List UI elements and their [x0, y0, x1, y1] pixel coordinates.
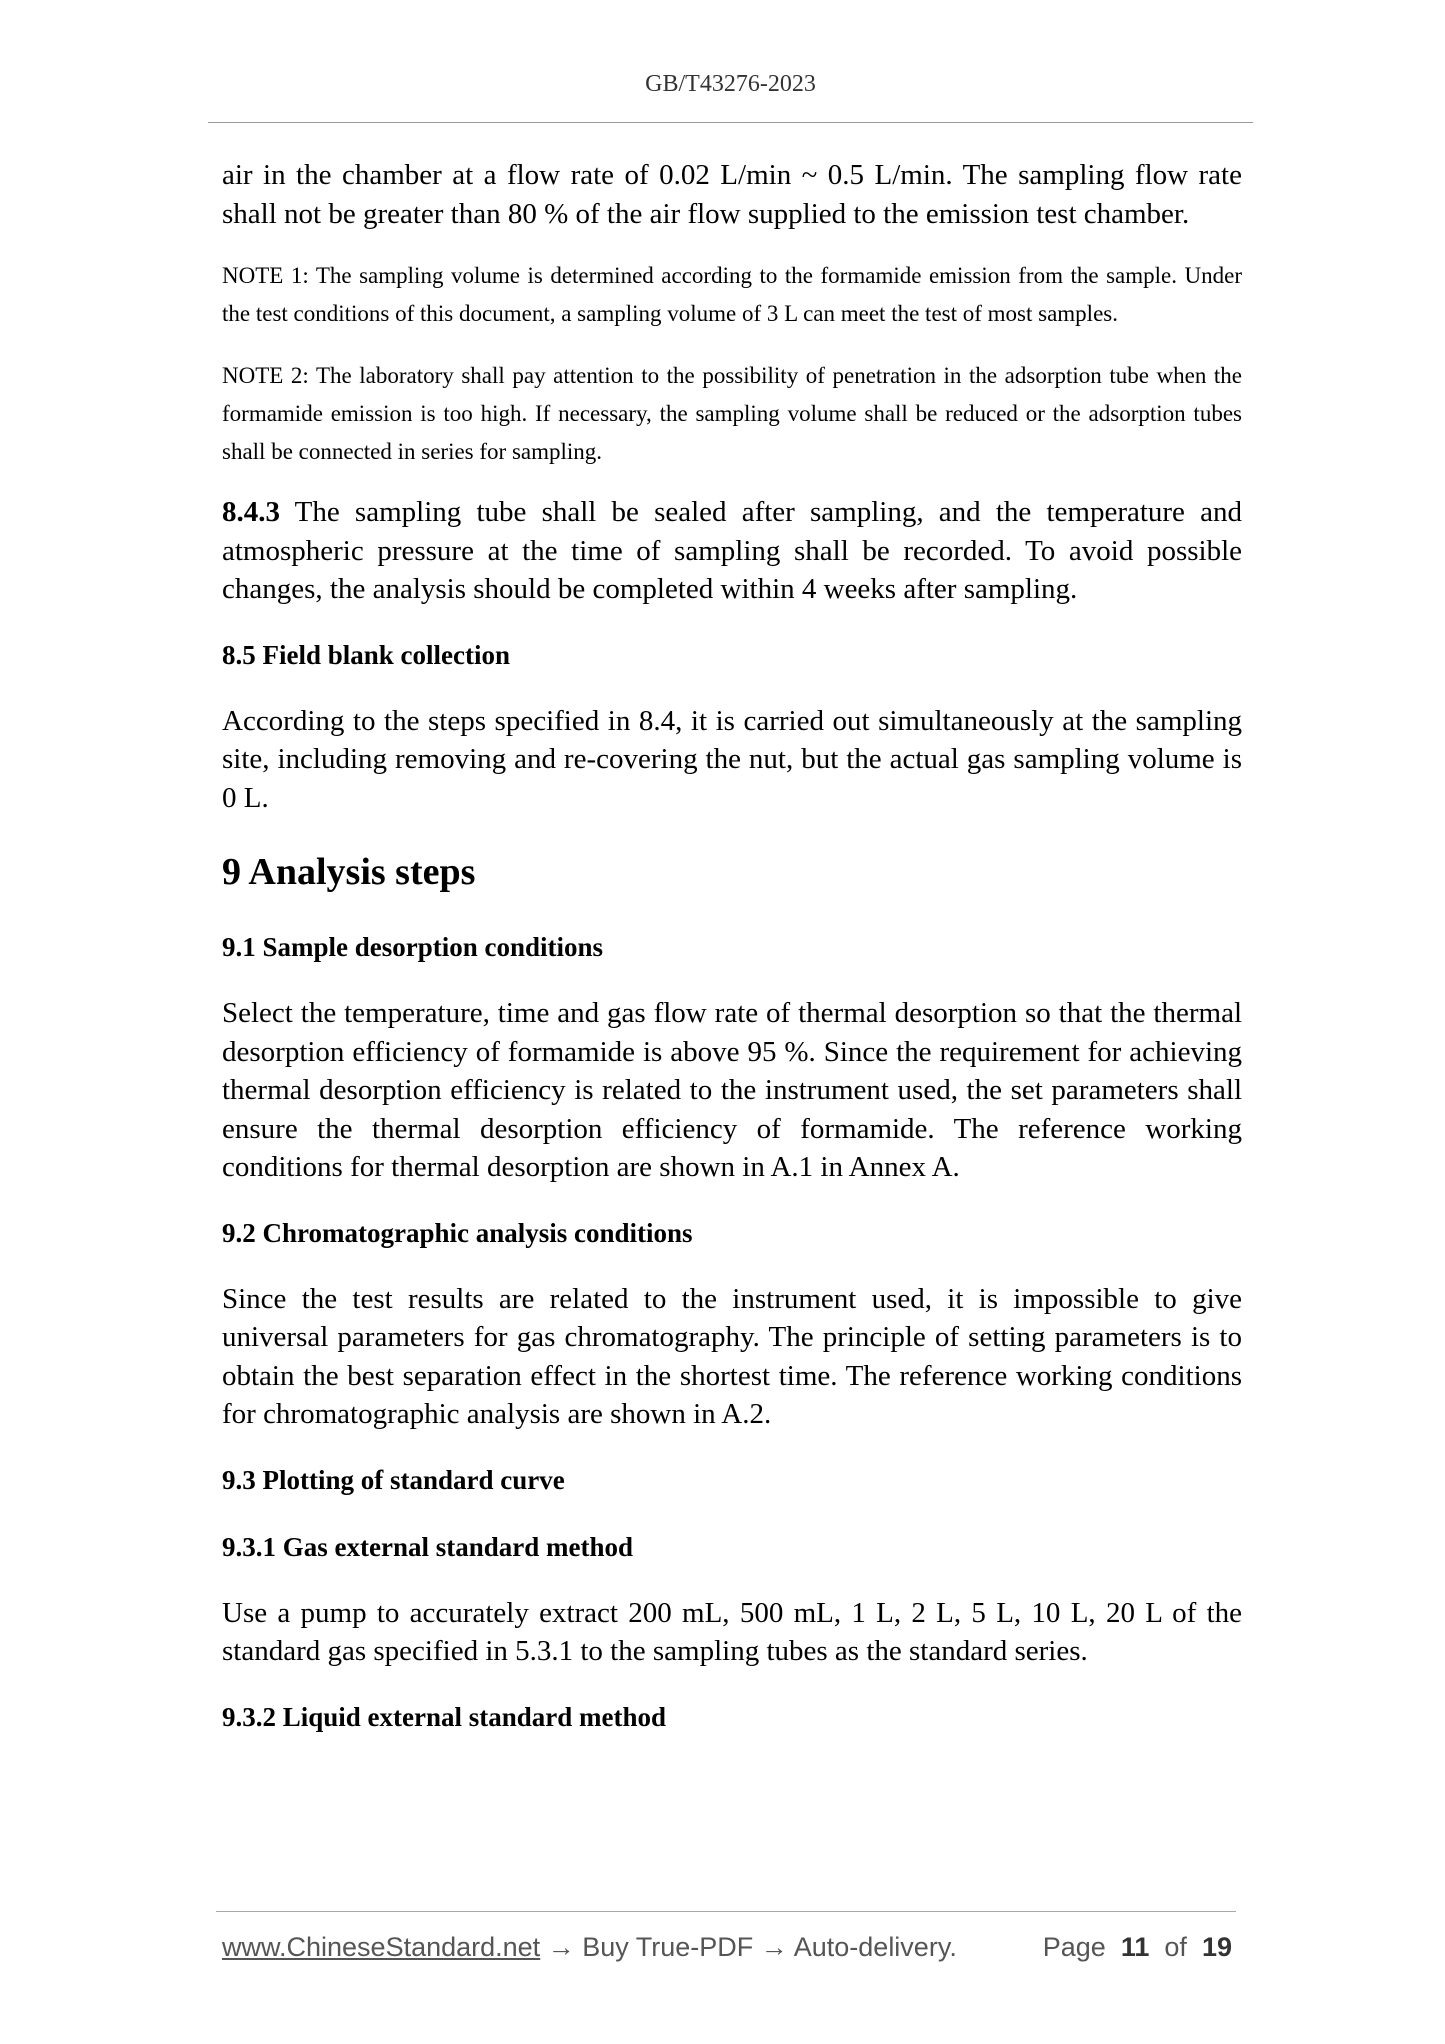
page-current: 11 — [1120, 1932, 1150, 1962]
clause-text: The sampling tube shall be sealed after sampling, and the temperature and atmospheric pressure at the time of sampling shall be recorded. To avoid possible changes, the analysis should be completed within 4 weeks after sampling. — [222, 496, 1242, 605]
page-content — [222, 156, 1242, 1736]
note-1: NOTE 1: The sampling volume is determined according to the formamide emission from the sample. Under the test conditions of this document, a sampling volume of 3 L can meet the test of most samples. — [222, 263, 1242, 326]
heading-9-3-2: 9.3.2 Liquid external standard method — [222, 1701, 667, 1732]
paragraph-9-1: Select the temperature, time and gas flow rate of thermal desorption so that the thermal desorption efficiency of formamide is above 95 %. Since the requirement for achieving thermal desorption efficiency is related to the instrument used, the set parameters shall ensure the thermal desorption efficiency of formamide. The reference working conditions for thermal desorption are shown in A.1 in Annex A. — [222, 997, 1242, 1183]
heading-9-3-1: 9.3.1 Gas external standard method — [222, 1531, 633, 1562]
page-total: 19 — [1201, 1932, 1232, 1962]
heading-9-1: 9.1 Sample desorption conditions — [222, 932, 604, 962]
paragraph-9-3-1: Use a pump to accurately extract 200 mL, 500 mL, 1 L, 2 L, 5 L, 10 L, 20 L of the standard gas specified in 5.3.1 to the sampling tubes as the standard series. — [222, 1596, 1242, 1667]
paragraph-continued: air in the chamber at a flow rate of 0.02 L/min ~ 0.5 L/min. The sampling flow rate shall not be greater than 80 % of the air flow supplied to the emission test chamber. — [222, 159, 1242, 230]
page-indicator — [1043, 1932, 1232, 1963]
note-2: NOTE 2: The laboratory shall pay attention to the possibility of penetration in the adsorption tube when the formamide emission is too high. If necessary, the sampling volume shall be reduced or the adsorption tubes shall be connected in series for sampling. — [222, 363, 1242, 464]
page-label: Page — [1042, 1932, 1106, 1962]
paragraph-9-2: Since the test results are related to the instrument used, it is impossible to give universal parameters for gas chromatography. The principle of setting parameters is to obtain the best separation effect in the shortest time. The reference working conditions for chromatographic analysis are shown in A.2. — [222, 1282, 1242, 1430]
header-divider — [208, 122, 1253, 123]
footer-divider — [216, 1911, 1236, 1912]
chapter-heading-9: 9 Analysis steps — [222, 851, 476, 893]
clause-8-4-3 — [222, 493, 1242, 609]
of-label: of — [1164, 1932, 1187, 1962]
promo-text: → Buy True-PDF → Auto-delivery. — [540, 1932, 957, 1962]
heading-9-3: 9.3 Plotting of standard curve — [222, 1464, 565, 1495]
page-footer — [222, 1932, 1232, 1963]
heading-8-5: 8.5 Field blank collection — [222, 639, 511, 670]
heading-9-2: 9.2 Chromatographic analysis conditions — [222, 1217, 693, 1248]
clause-number: 8.4.3 — [222, 496, 280, 528]
website-link[interactable]: www.ChineseStandard.net — [222, 1932, 541, 1962]
page-header: GB/T43276-2023 — [645, 71, 816, 97]
paragraph-8-5: According to the steps specified in 8.4, it is carried out simultaneously at the sampling site, including removing and re-covering the nut, but the actual gas sampling volume is 0 L. — [222, 704, 1242, 814]
